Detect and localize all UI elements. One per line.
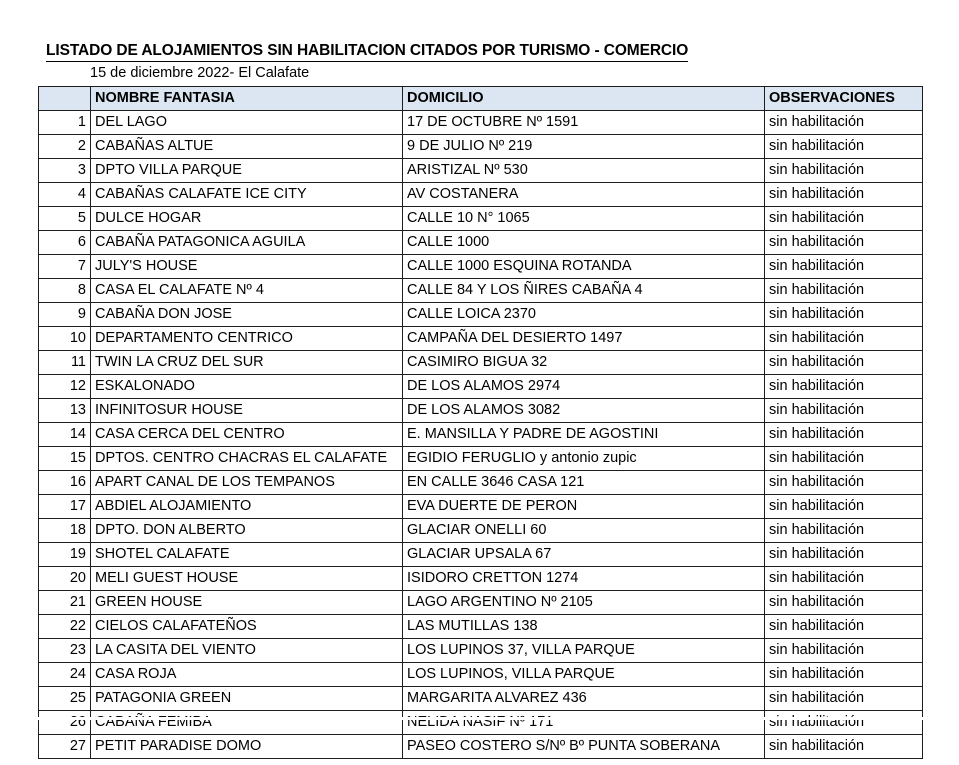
- cell-observaciones: sin habilitación: [765, 615, 923, 639]
- table-row: [39, 495, 923, 519]
- cell-num: 13: [39, 399, 91, 423]
- cell-observaciones: sin habilitación: [765, 207, 923, 231]
- cell-domicilio: DE LOS ALAMOS 2974: [403, 375, 765, 399]
- table-row: [39, 735, 923, 759]
- table-row: [39, 255, 923, 279]
- cell-domicilio: LOS LUPINOS 37, VILLA PARQUE: [403, 639, 765, 663]
- cell-observaciones: sin habilitación: [765, 735, 923, 759]
- cell-num: 21: [39, 591, 91, 615]
- table-row: [39, 207, 923, 231]
- cell-num: 19: [39, 543, 91, 567]
- table-row: [39, 639, 923, 663]
- cell-nombre-fantasia: CABAÑA FEMIBA: [91, 711, 403, 735]
- cell-observaciones: sin habilitación: [765, 159, 923, 183]
- cell-nombre-fantasia: CIELOS CALAFATEÑOS: [91, 615, 403, 639]
- cell-domicilio: CAMPAÑA DEL DESIERTO 1497: [403, 327, 765, 351]
- cell-nombre-fantasia: CABAÑA PATAGONICA AGUILA: [91, 231, 403, 255]
- cell-observaciones: sin habilitación: [765, 135, 923, 159]
- cell-domicilio: 17 DE OCTUBRE Nº 1591: [403, 111, 765, 135]
- table-body: [39, 111, 923, 759]
- cell-domicilio: EN CALLE 3646 CASA 121: [403, 471, 765, 495]
- cell-nombre-fantasia: APART CANAL DE LOS TEMPANOS: [91, 471, 403, 495]
- cell-observaciones: sin habilitación: [765, 303, 923, 327]
- listado-table-wrap: [38, 86, 922, 759]
- cell-nombre-fantasia: CABAÑAS CALAFATE ICE CITY: [91, 183, 403, 207]
- cell-num: 5: [39, 207, 91, 231]
- cell-domicilio: EVA DUERTE DE PERON: [403, 495, 765, 519]
- cell-observaciones: sin habilitación: [765, 351, 923, 375]
- cell-observaciones: sin habilitación: [765, 663, 923, 687]
- cell-domicilio: PASEO COSTERO S/Nº Bº PUNTA SOBERANA: [403, 735, 765, 759]
- cell-domicilio: CALLE 1000: [403, 231, 765, 255]
- cell-domicilio: LAGO ARGENTINO Nº 2105: [403, 591, 765, 615]
- table-row: [39, 615, 923, 639]
- cell-num: 1: [39, 111, 91, 135]
- column-header-nombre: NOMBRE FANTASIA: [91, 87, 403, 111]
- table-row: [39, 543, 923, 567]
- table-header: [39, 87, 923, 111]
- cell-num: 11: [39, 351, 91, 375]
- cell-nombre-fantasia: MELI GUEST HOUSE: [91, 567, 403, 591]
- cell-domicilio: LOS LUPINOS, VILLA PARQUE: [403, 663, 765, 687]
- cell-nombre-fantasia: PATAGONIA GREEN: [91, 687, 403, 711]
- cell-nombre-fantasia: CASA EL CALAFATE Nº 4: [91, 279, 403, 303]
- cell-num: 2: [39, 135, 91, 159]
- cell-observaciones: sin habilitación: [765, 687, 923, 711]
- cell-domicilio: EGIDIO FERUGLIO y antonio zupic: [403, 447, 765, 471]
- page-title: LISTADO DE ALOJAMIENTOS SIN HABILITACION CITADOS POR TURISMO - COMERCIO: [46, 42, 688, 62]
- table-row: [39, 687, 923, 711]
- cell-num: 10: [39, 327, 91, 351]
- cell-observaciones: sin habilitación: [765, 543, 923, 567]
- table-row: [39, 303, 923, 327]
- table-row: [39, 519, 923, 543]
- cell-observaciones: sin habilitación: [765, 183, 923, 207]
- cell-observaciones: sin habilitación: [765, 639, 923, 663]
- cell-nombre-fantasia: ESKALONADO: [91, 375, 403, 399]
- cell-domicilio: CASIMIRO BIGUA 32: [403, 351, 765, 375]
- cell-nombre-fantasia: ABDIEL ALOJAMIENTO: [91, 495, 403, 519]
- cell-nombre-fantasia: CABAÑA DON JOSE: [91, 303, 403, 327]
- cell-num: 27: [39, 735, 91, 759]
- cell-num: 15: [39, 447, 91, 471]
- table-row: [39, 135, 923, 159]
- table-header-row: [39, 87, 923, 111]
- cell-observaciones: sin habilitación: [765, 255, 923, 279]
- cell-domicilio: GLACIAR UPSALA 67: [403, 543, 765, 567]
- cell-observaciones: sin habilitación: [765, 231, 923, 255]
- cell-num: 26: [39, 711, 91, 735]
- table-row: [39, 231, 923, 255]
- table-row: [39, 327, 923, 351]
- table-row: [39, 351, 923, 375]
- cell-observaciones: sin habilitación: [765, 519, 923, 543]
- cell-observaciones: sin habilitación: [765, 567, 923, 591]
- cell-nombre-fantasia: JULY'S HOUSE: [91, 255, 403, 279]
- cell-num: 6: [39, 231, 91, 255]
- cell-observaciones: sin habilitación: [765, 399, 923, 423]
- cell-num: 7: [39, 255, 91, 279]
- cell-num: 23: [39, 639, 91, 663]
- page-subtitle: 15 de diciembre 2022- El Calafate: [90, 65, 310, 81]
- cell-nombre-fantasia: TWIN LA CRUZ DEL SUR: [91, 351, 403, 375]
- table-row: [39, 111, 923, 135]
- table-row: [39, 567, 923, 591]
- alojamientos-table: [38, 86, 923, 759]
- cell-nombre-fantasia: DPTO VILLA PARQUE: [91, 159, 403, 183]
- cell-nombre-fantasia: CASA ROJA: [91, 663, 403, 687]
- cell-nombre-fantasia: DEL LAGO: [91, 111, 403, 135]
- cell-observaciones: sin habilitación: [765, 447, 923, 471]
- cell-nombre-fantasia: DULCE HOGAR: [91, 207, 403, 231]
- table-row: [39, 279, 923, 303]
- cell-num: 3: [39, 159, 91, 183]
- cell-observaciones: sin habilitación: [765, 279, 923, 303]
- cell-num: 12: [39, 375, 91, 399]
- cell-num: 16: [39, 471, 91, 495]
- cell-num: 24: [39, 663, 91, 687]
- cell-nombre-fantasia: CASA CERCA DEL CENTRO: [91, 423, 403, 447]
- cell-observaciones: sin habilitación: [765, 591, 923, 615]
- cell-domicilio: ARISTIZAL Nº 530: [403, 159, 765, 183]
- cell-nombre-fantasia: LA CASITA DEL VIENTO: [91, 639, 403, 663]
- cell-num: 20: [39, 567, 91, 591]
- table-row: [39, 447, 923, 471]
- table-row: [39, 711, 923, 735]
- cell-domicilio: CALLE 10 N° 1065: [403, 207, 765, 231]
- cell-num: 25: [39, 687, 91, 711]
- cell-domicilio: NELIDA NASIF Nº 171: [403, 711, 765, 735]
- cell-num: 14: [39, 423, 91, 447]
- cell-domicilio: CALLE LOICA 2370: [403, 303, 765, 327]
- cell-domicilio: MARGARITA ALVAREZ 436: [403, 687, 765, 711]
- table-row: [39, 183, 923, 207]
- cell-num: 17: [39, 495, 91, 519]
- cell-observaciones: sin habilitación: [765, 327, 923, 351]
- cell-nombre-fantasia: INFINITOSUR HOUSE: [91, 399, 403, 423]
- cell-domicilio: 9 DE JULIO Nº 219: [403, 135, 765, 159]
- cell-domicilio: DE LOS ALAMOS 3082: [403, 399, 765, 423]
- cell-domicilio: CALLE 84 Y LOS ÑIRES CABAÑA 4: [403, 279, 765, 303]
- cell-num: 22: [39, 615, 91, 639]
- cell-domicilio: ISIDORO CRETTON 1274: [403, 567, 765, 591]
- cell-nombre-fantasia: DPTO. DON ALBERTO: [91, 519, 403, 543]
- cell-nombre-fantasia: CABAÑAS ALTUE: [91, 135, 403, 159]
- column-header-num: [39, 87, 91, 111]
- cell-nombre-fantasia: PETIT PARADISE DOMO: [91, 735, 403, 759]
- cell-observaciones: sin habilitación: [765, 423, 923, 447]
- cell-num: 18: [39, 519, 91, 543]
- table-row: [39, 663, 923, 687]
- cell-observaciones: sin habilitación: [765, 471, 923, 495]
- cell-nombre-fantasia: GREEN HOUSE: [91, 591, 403, 615]
- cell-domicilio: LAS MUTILLAS 138: [403, 615, 765, 639]
- table-row: [39, 375, 923, 399]
- table-row: [39, 591, 923, 615]
- cell-observaciones: sin habilitación: [765, 495, 923, 519]
- cell-domicilio: AV COSTANERA: [403, 183, 765, 207]
- cell-domicilio: GLACIAR ONELLI 60: [403, 519, 765, 543]
- column-header-domicilio: DOMICILIO: [403, 87, 765, 111]
- cell-domicilio: CALLE 1000 ESQUINA ROTANDA: [403, 255, 765, 279]
- cell-nombre-fantasia: SHOTEL CALAFATE: [91, 543, 403, 567]
- table-row: [39, 399, 923, 423]
- table-row: [39, 159, 923, 183]
- cell-observaciones: sin habilitación: [765, 711, 923, 735]
- table-row: [39, 423, 923, 447]
- cell-num: 9: [39, 303, 91, 327]
- cell-nombre-fantasia: DEPARTAMENTO CENTRICO: [91, 327, 403, 351]
- table-row: [39, 471, 923, 495]
- cell-num: 4: [39, 183, 91, 207]
- cell-observaciones: sin habilitación: [765, 375, 923, 399]
- column-header-observaciones: OBSERVACIONES: [765, 87, 923, 111]
- cell-domicilio: E. MANSILLA Y PADRE DE AGOSTINI: [403, 423, 765, 447]
- cell-nombre-fantasia: DPTOS. CENTRO CHACRAS EL CALAFATE: [91, 447, 403, 471]
- cell-observaciones: sin habilitación: [765, 111, 923, 135]
- cell-num: 8: [39, 279, 91, 303]
